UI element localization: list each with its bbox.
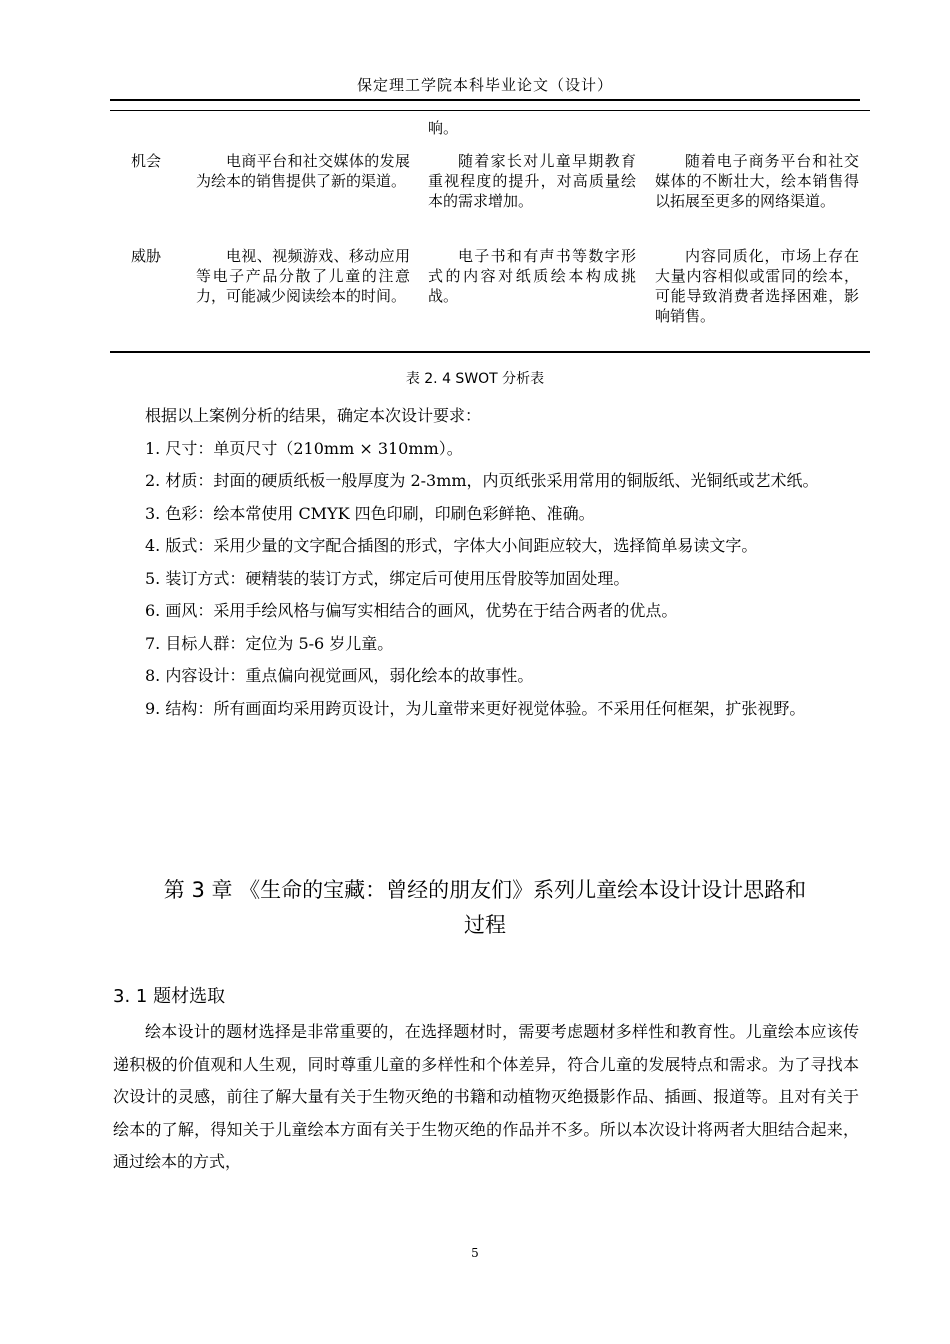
table-caption: 表 2. 4 SWOT 分析表 [405, 371, 545, 387]
requirement-item: 2. 材质：封面的硬质纸板一般厚度为 2-3mm，内页纸张采用常用的铜版纸、光铜纸或艺术纸。 [145, 471, 819, 490]
requirement-item: 1. 尺寸：单页尺寸（210mm × 310mm）。 [145, 438, 463, 458]
table-cell: 随着家长对儿童早期教育重视程度的提升，对高质量绘本的需求增加。 [428, 152, 636, 210]
table-cell: 内容同质化，市场上存在大量内容相似或雷同的绘本，可能导致消费者选择困难，影响销售。 [655, 247, 859, 325]
requirement-item: 4. 版式：采用少量的文字配合插图的形式，字体大小间距应较大，选择简单易读文字。 [145, 536, 758, 555]
table-continued-text: 响。 [428, 119, 459, 137]
section-heading: 3. 1 题材选取 [113, 986, 226, 1007]
requirement-item: 8. 内容设计：重点偏向视觉画风，弱化绘本的故事性。 [145, 666, 534, 685]
requirements-list [113, 400, 859, 725]
requirement-item: 3. 色彩：绘本常使用 CMYK 四色印刷，印刷色彩鲜艳、准确。 [145, 503, 595, 523]
table-cell: 随着电子商务平台和社交媒体的不断壮大，绘本销售得以拓展至更多的网络渠道。 [655, 152, 859, 210]
header-rule [110, 99, 860, 101]
table-row-label-threat: 威胁 [131, 247, 162, 265]
chapter-title-line: 过程 [464, 913, 506, 937]
section-body [113, 1016, 859, 1179]
requirement-item: 7. 目标人群：定位为 5-6 岁儿童。 [145, 633, 394, 653]
requirement-item: 5. 装订方式：硬精装的装订方式，绑定后可使用压骨胶等加固处理。 [145, 568, 630, 588]
table-bottom-rule [110, 351, 870, 353]
table-row-label-opportunity: 机会 [131, 152, 162, 170]
chapter-heading [110, 873, 860, 943]
requirements-intro: 根据以上案例分析的结果，确定本次设计要求： [145, 406, 482, 425]
requirement-item: 6. 画风：采用手绘风格与偏写实相结合的画风，优势在于结合两者的优点。 [145, 601, 678, 620]
table-cell: 电商平台和社交媒体的发展为绘本的销售提供了新的渠道。 [196, 152, 410, 190]
table-top-rule [110, 110, 870, 111]
requirement-item: 9. 结构：所有画面均采用跨页设计，为儿童带来更好视觉体验。不采用任何框架，扩张视野。 [145, 698, 806, 718]
table-cell: 电子书和有声书等数字形式的内容对纸质绘本构成挑战。 [428, 247, 636, 305]
body-paragraph: 绘本设计的题材选择是非常重要的，在选择题材时，需要考虑题材多样性和教育性。儿童绘本应该传递积极的价值观和人生观，同时尊重儿童的多样性和个体差异，符合儿童的发展特点和需求。为了寻找本次设计的灵感，前往了解大量有关于生物灭绝的书籍和动植物灭绝摄影作品、插画、报道等。且对有关于绘本的了解，得知关于儿童绘本方面有关于生物灭绝的作品并不多。所以本次设计将两者大胆结合起来，通过绘本的方式， [113, 1022, 859, 1171]
chapter-title-line: 第 3 章 《生命的宝藏：曾经的朋友们》系列儿童绘本设计设计思路和 [163, 878, 807, 902]
page-header-title: 保定理工学院本科毕业论文（设计） [356, 76, 613, 94]
table-cell: 电视、视频游戏、移动应用等电子产品分散了儿童的注意力，可能减少阅读绘本的时间。 [196, 247, 410, 305]
page-number: 5 [471, 1246, 479, 1260]
